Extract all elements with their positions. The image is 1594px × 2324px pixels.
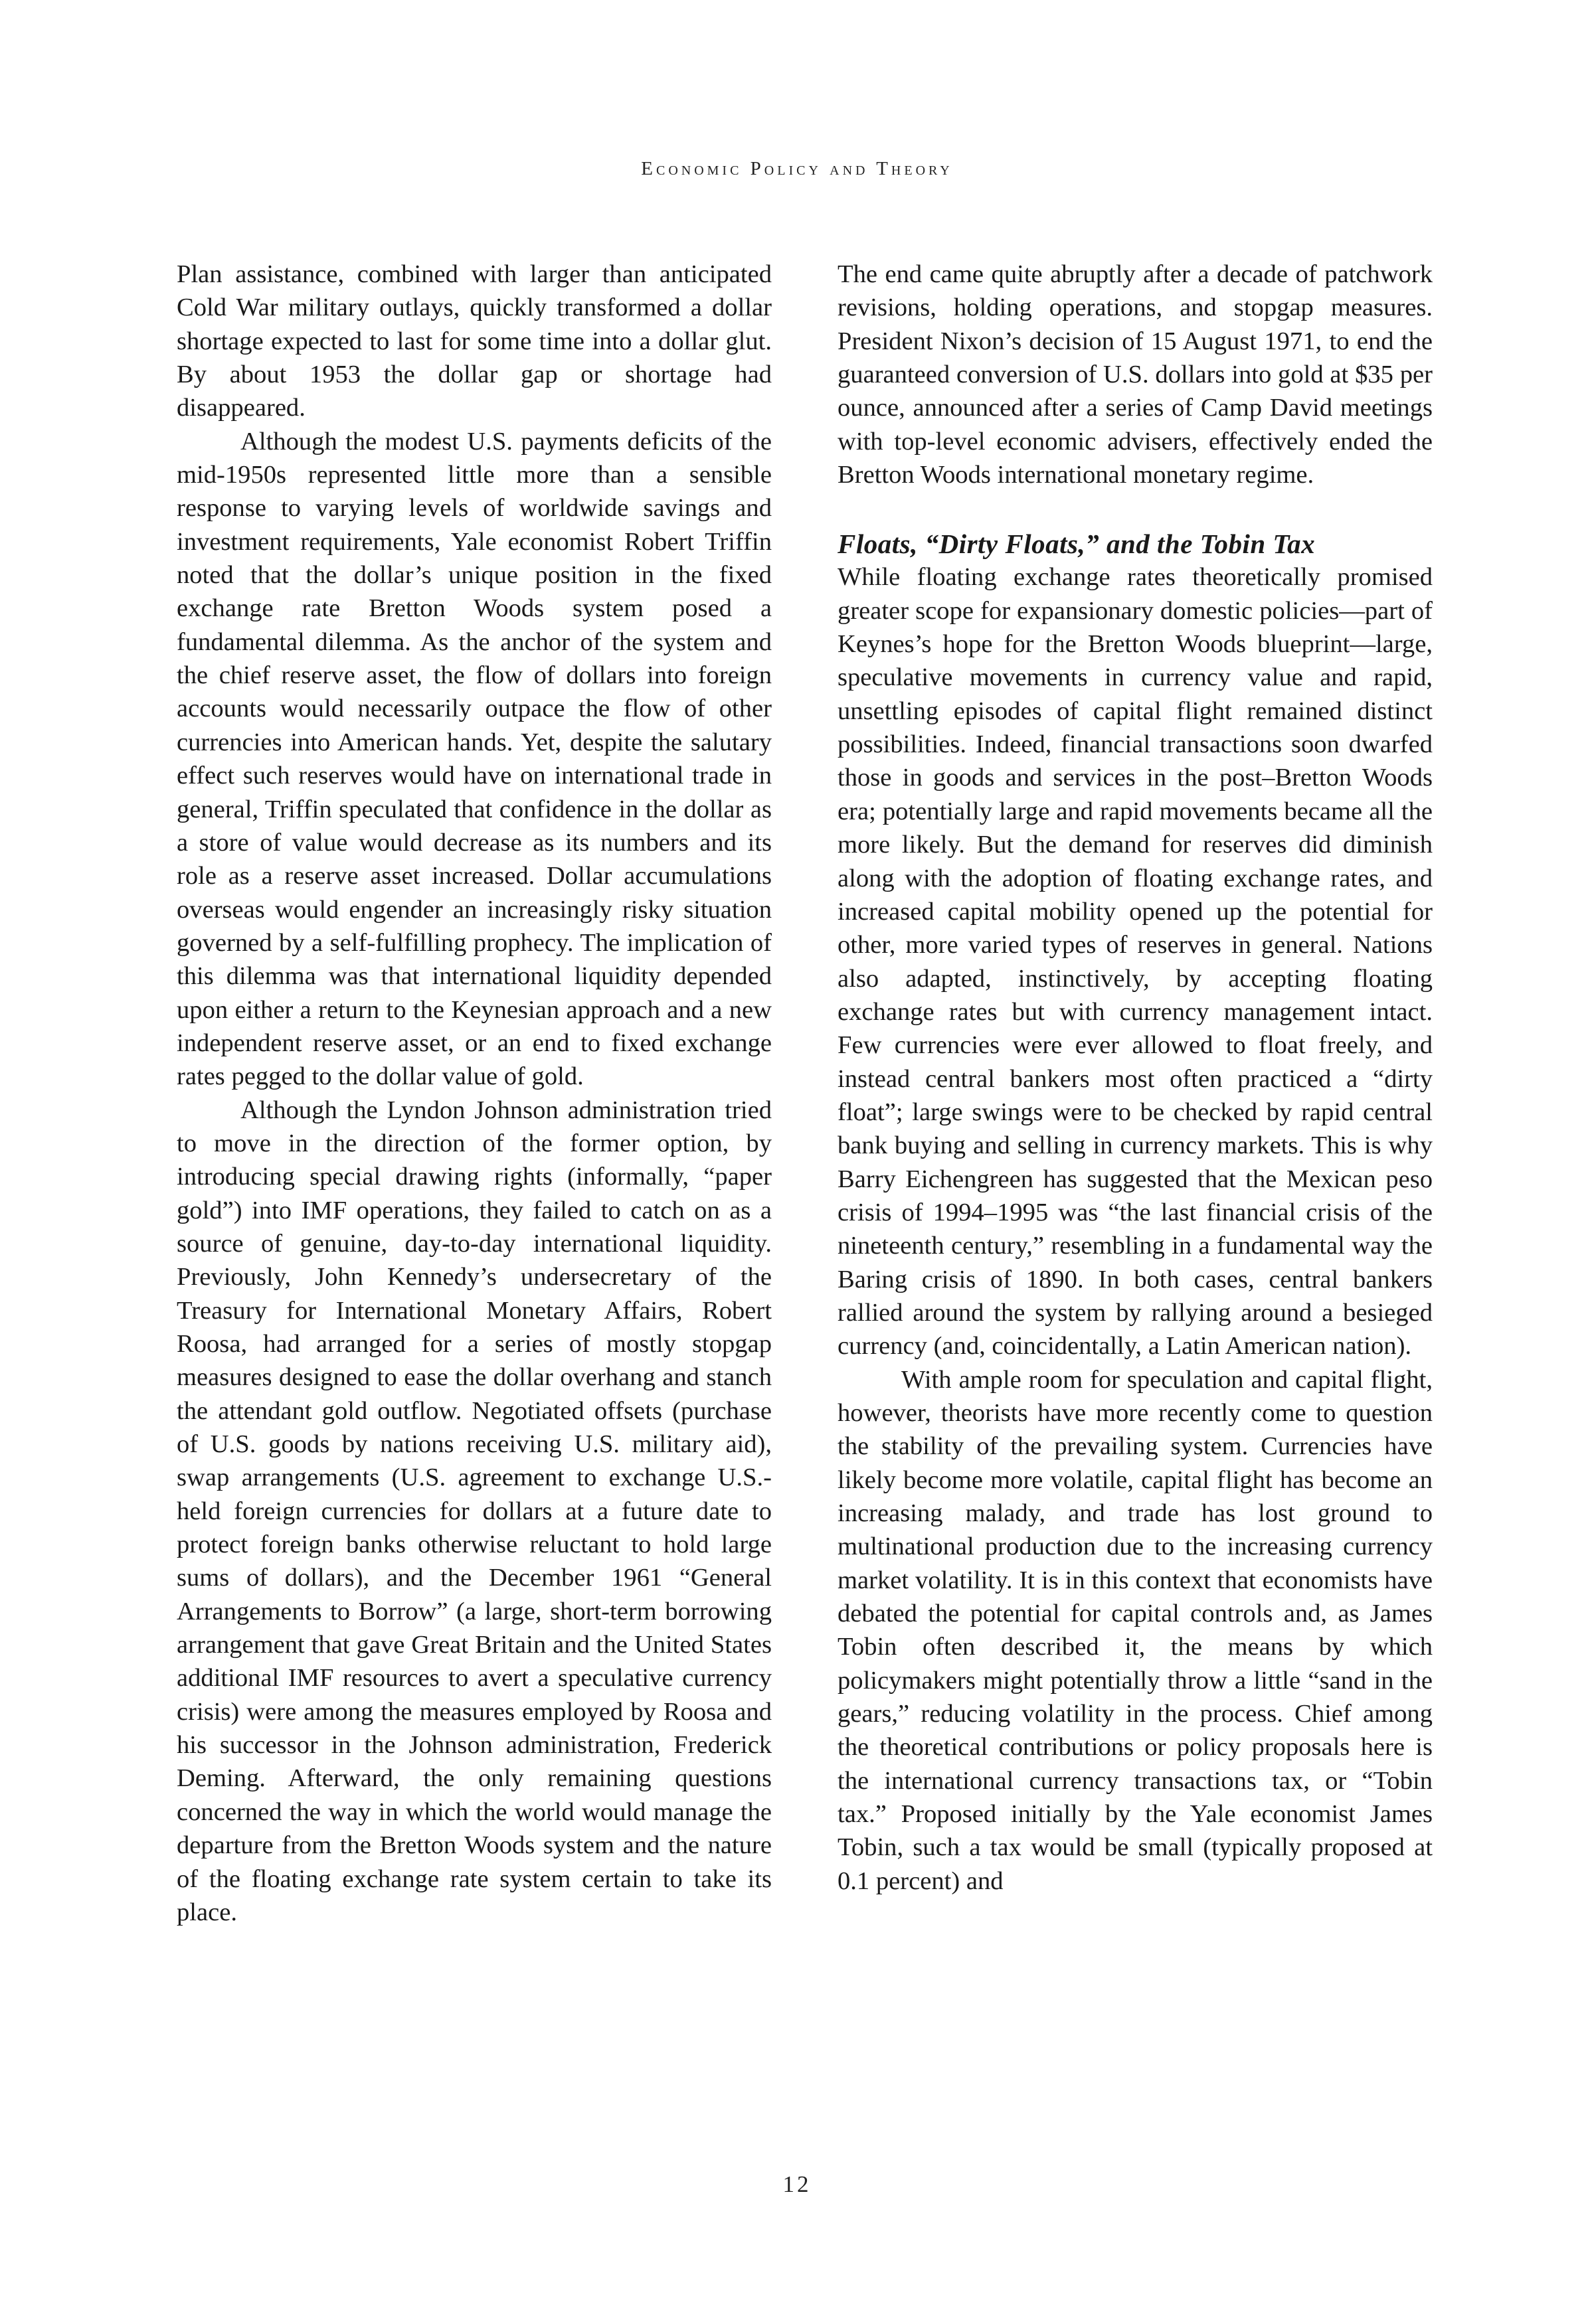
- section-heading: Floats, “Dirty Floats,” and the Tobin Tax: [838, 529, 1316, 560]
- body-paragraph: Although the modest U.S. payments deficits of the mid-1950s represented little more than a sensible response to varying levels of worldwide savings and investment requirements, Yale economist Robert Triffin noted that the dollar’s unique position in the fixed exchange rate Bretton Woods system posed a fundamental dilemma. As the anchor of the system and the chief reserve asset, the flow of dollars into foreign accounts would necessarily outpace the flow of other currencies into American hands. Yet, despite the salutary effect such reserves would have on international trade in general, Triffin speculated that confidence in the dollar as a store of value would decrease as its numbers and its role as a reserve asset increased. Dollar accumulations overseas would engender an increasingly risky situation governed by a self-fulfilling prophecy. The implication of this dilemma was that international liquidity depended upon either a return to the Keynesian approach and a new independent reserve asset, or an end to fixed exchange rates pegged to the dollar value of gold.: [177, 427, 772, 1091]
- page-number: 12: [782, 2171, 812, 2197]
- body-paragraph: Plan assistance, combined with larger than anticipated Cold War military outlays, quickly transformed a dollar shortage expected to last for some time into a dollar glut. By about 1953 the dollar gap or shortage had disappeared.: [177, 260, 772, 422]
- body-paragraph: While floating exchange rates theoretically promised greater scope for expansionary domestic policies—part of Keynes’s hope for the Bretton Woods blueprint—large, speculative movements in currency value and rapid, unsettling episodes of capital flight remained distinct possibilities. Indeed, financial transactions soon dwarfed those in goods and services in the post–Bretton Woods era; potentially large and rapid movements became all the more likely. But the demand for reserves did diminish along with the adoption of floating exchange rates, and increased capital mobility opened up the potential for other, more varied types of reserves in general. Nations also adapted, instinctively, by accepting floating exchange rates but with currency management intact. Few currencies were ever allowed to float freely, and instead central bankers most often practiced a “dirty float”; large swings were to be checked by rapid central bank buying and selling in currency markets. This is why Barry Eichengreen has suggested that the Mexican peso crisis of 1994–1995 was “the last financial crisis of the nineteenth century,” resembling in a fundamental way the Baring crisis of 1890. In both cases, central bankers rallied around the system by rallying around a besieged currency (and, coincidentally, a Latin American nation).: [838, 563, 1433, 1361]
- right-column: [838, 258, 1433, 1898]
- body-paragraph: Although the Lyndon Johnson administration tried to move in the direction of the former option, by introducing special drawing rights (informally, “paper gold”) into IMF operations, they failed to catch on as a source of genuine, day-to-day international liquidity. Previously, John Kennedy’s undersecretary of the Treasury for International Monetary Affairs, Robert Roosa, had arranged for a series of mostly stopgap measures designed to ease the dollar overhang and stanch the attendant gold outflow. Negotiated offsets (purchase of U.S. goods by nations receiving U.S. military aid), swap arrangements (U.S. agreement to exchange U.S.-held foreign currencies for dollars at a future date to protect foreign banks otherwise reluctant to hold large sums of dollars), and the December 1961 “General Arrangements to Borrow” (a large, short-term borrowing arrangement that gave Great Britain and the United States additional IMF resources to avert a speculative currency crisis) were among the measures employed by Roosa and his successor in the Johnson administration, Frederick Deming. Afterward, the only remaining questions concerned the way in which the world would manage the departure from the Bretton Woods system and the nature of the floating exchange rate system certain to take its place.: [177, 1096, 772, 1926]
- running-head: Economic Policy and Theory: [641, 158, 953, 179]
- body-paragraph: The end came quite abruptly after a decade of patchwork revisions, holding operations, and stopgap measures. President Nixon’s decision of 15 August 1971, to end the guaranteed conversion of U.S. dollars into gold at $35 per ounce, announced after a series of Camp David meetings with top-level economic advisers, effectively ended the Bretton Woods international monetary regime.: [838, 260, 1433, 489]
- left-column: [177, 258, 772, 1929]
- body-paragraph: With ample room for speculation and capital flight, however, theorists have more recently come to question the stability of the prevailing system. Currencies have likely become more volatile, capital flight has become an increasing malady, and trade has lost ground to multinational production due to the increasing currency market volatility. It is in this context that economists have debated the potential for capital controls and, as James Tobin often described it, the means by which policymakers might potentially throw a little “sand in the gears,” reducing volatility in the process. Chief among the theoretical contributions or policy proposals here is the international currency transactions tax, or “Tobin tax.” Proposed initially by the Yale economist James Tobin, such a tax would be small (typically proposed at 0.1 percent) and: [838, 1365, 1433, 1895]
